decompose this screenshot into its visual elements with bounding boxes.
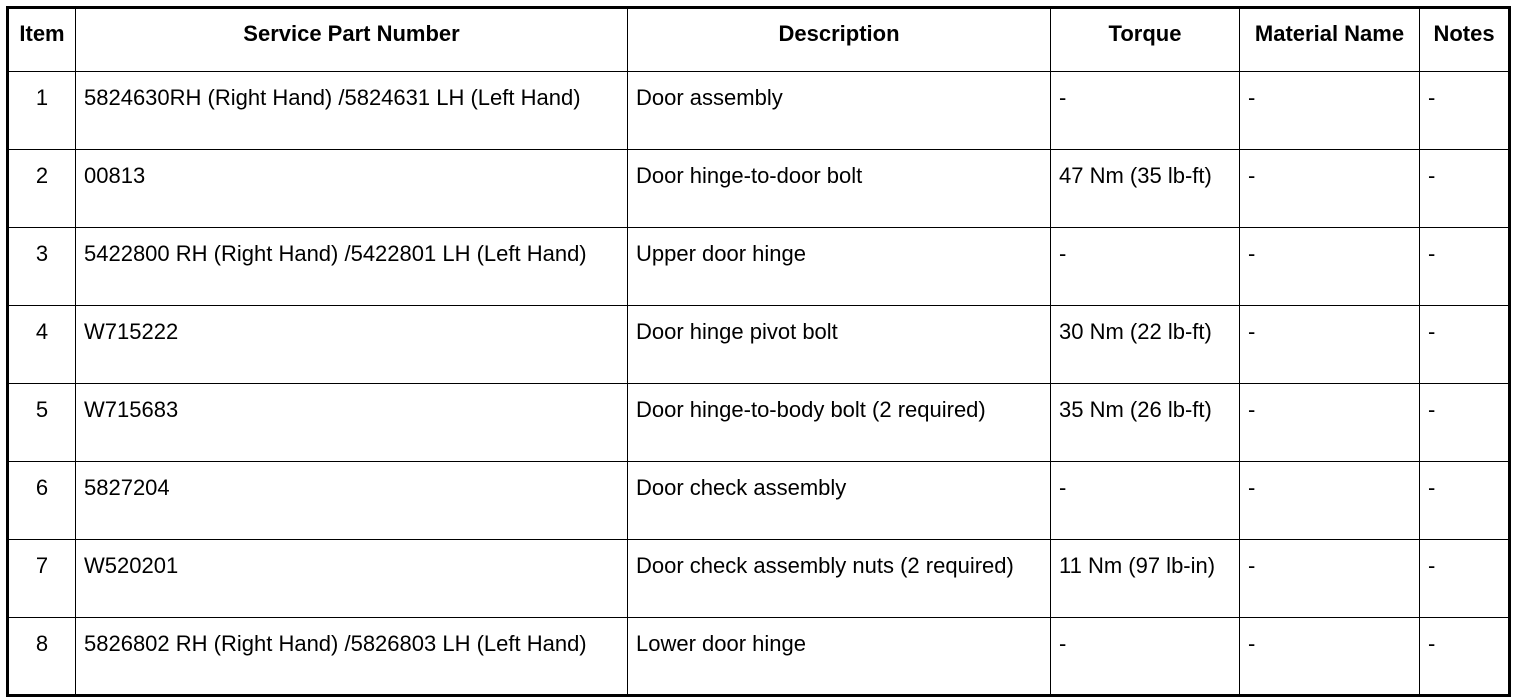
cell-material-name: -	[1240, 306, 1420, 384]
cell-item: 6	[8, 462, 76, 540]
cell-item: 3	[8, 228, 76, 306]
parts-table	[6, 6, 1511, 697]
cell-notes: -	[1420, 462, 1510, 540]
cell-torque: -	[1051, 72, 1240, 150]
cell-part-number: 5824630RH (Right Hand) /5824631 LH (Left Hand)	[76, 72, 628, 150]
cell-material-name: -	[1240, 228, 1420, 306]
table-row	[8, 72, 1510, 150]
cell-torque: 30 Nm (22 lb-ft)	[1051, 306, 1240, 384]
header-service-part-number: Service Part Number	[76, 8, 628, 72]
cell-description: Door assembly	[628, 72, 1051, 150]
cell-part-number: 5422800 RH (Right Hand) /5422801 LH (Left Hand)	[76, 228, 628, 306]
cell-item: 8	[8, 618, 76, 696]
cell-material-name: -	[1240, 384, 1420, 462]
cell-notes: -	[1420, 540, 1510, 618]
cell-notes: -	[1420, 306, 1510, 384]
header-item: Item	[8, 8, 76, 72]
cell-description: Door hinge pivot bolt	[628, 306, 1051, 384]
cell-material-name: -	[1240, 150, 1420, 228]
cell-torque: -	[1051, 228, 1240, 306]
cell-part-number: 00813	[76, 150, 628, 228]
cell-material-name: -	[1240, 72, 1420, 150]
cell-part-number: 5827204	[76, 462, 628, 540]
cell-notes: -	[1420, 228, 1510, 306]
cell-description: Door check assembly nuts (2 required)	[628, 540, 1051, 618]
cell-torque: 11 Nm (97 lb-in)	[1051, 540, 1240, 618]
cell-description: Upper door hinge	[628, 228, 1051, 306]
cell-part-number: 5826802 RH (Right Hand) /5826803 LH (Left Hand)	[76, 618, 628, 696]
cell-torque: -	[1051, 618, 1240, 696]
cell-item: 2	[8, 150, 76, 228]
cell-material-name: -	[1240, 462, 1420, 540]
cell-notes: -	[1420, 384, 1510, 462]
cell-part-number: W715222	[76, 306, 628, 384]
cell-notes: -	[1420, 150, 1510, 228]
header-torque: Torque	[1051, 8, 1240, 72]
table-row	[8, 462, 1510, 540]
cell-description: Door hinge-to-door bolt	[628, 150, 1051, 228]
header-material-name: Material Name	[1240, 8, 1420, 72]
cell-description: Door hinge-to-body bolt (2 required)	[628, 384, 1051, 462]
cell-item: 5	[8, 384, 76, 462]
cell-item: 4	[8, 306, 76, 384]
cell-item: 7	[8, 540, 76, 618]
cell-torque: 35 Nm (26 lb-ft)	[1051, 384, 1240, 462]
header-row	[8, 8, 1510, 72]
cell-torque: 47 Nm (35 lb-ft)	[1051, 150, 1240, 228]
header-description: Description	[628, 8, 1051, 72]
cell-item: 1	[8, 72, 76, 150]
header-notes: Notes	[1420, 8, 1510, 72]
cell-material-name: -	[1240, 540, 1420, 618]
cell-material-name: -	[1240, 618, 1420, 696]
cell-description: Lower door hinge	[628, 618, 1051, 696]
table-row	[8, 150, 1510, 228]
table-row	[8, 306, 1510, 384]
table-row	[8, 228, 1510, 306]
cell-part-number: W715683	[76, 384, 628, 462]
cell-torque: -	[1051, 462, 1240, 540]
cell-notes: -	[1420, 72, 1510, 150]
table-row	[8, 384, 1510, 462]
table-row	[8, 540, 1510, 618]
cell-description: Door check assembly	[628, 462, 1051, 540]
cell-part-number: W520201	[76, 540, 628, 618]
cell-notes: -	[1420, 618, 1510, 696]
